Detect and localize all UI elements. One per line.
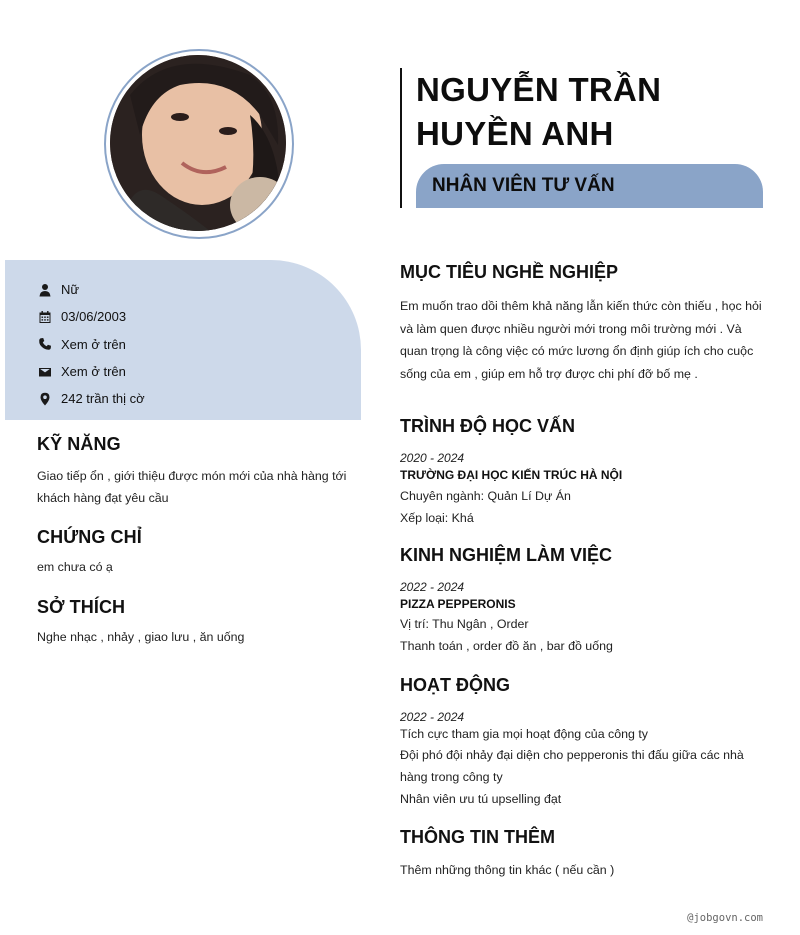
contact-gender-value: Nữ [61,282,80,298]
contact-birthday [38,303,145,330]
additional-section [400,827,770,881]
contact-address-value: 242 trần thị cờ [61,391,145,407]
education-major: Chuyên ngành: Quản Lí Dự Án [400,489,571,503]
contact-email-value: Xem ở trên [61,364,126,380]
position-badge [416,164,763,208]
phone-icon [38,337,52,351]
contact-phone [38,331,145,358]
certificates-section [37,527,347,578]
contact-birthday-value: 03/06/2003 [61,309,127,325]
certificates-text: em chưa có ạ [37,560,113,574]
hobbies-section [37,597,347,648]
name-accent-bar [400,68,402,208]
activities-line-3: Nhân viên ưu tú upselling đạt [400,792,562,806]
hobbies-text: Nghe nhạc , nhảy , giao lưu , ăn uống [37,630,245,644]
contact-email [38,358,145,385]
contact-list [38,276,145,412]
avatar-photo [110,55,286,231]
activities-section [400,675,770,810]
contact-gender [38,276,145,303]
hobbies-title: SỞ THÍCH [37,597,126,617]
contact-phone-value: Xem ở trên [61,336,126,352]
certificates-title: CHỨNG CHỈ [37,527,142,547]
education-period: 2020 - 2024 [400,451,465,465]
watermark: @jobgovn.com [687,912,763,924]
skills-title: KỸ NĂNG [37,434,121,454]
activities-line-1: Tích cực tham gia mọi hoạt động của công ty [400,727,648,741]
experience-period: 2022 - 2024 [400,580,465,594]
education-title: TRÌNH ĐỘ HỌC VẤN [400,416,575,436]
person-icon [38,283,52,297]
activities-line-2: Đội phó đội nhảy đại diện cho pepperonis thi đấu giữa các nhà hàng trong công ty [400,748,744,784]
avatar [110,55,286,231]
education-section [400,416,770,529]
additional-title: THÔNG TIN THÊM [400,827,555,847]
education-school: TRƯỜNG ĐẠI HỌC KIẾN TRÚC HÀ NỘI [400,468,623,482]
experience-company: PIZZA PEPPERONIS [400,597,516,611]
objective-section [400,262,765,385]
experience-duties: Thanh toán , order đồ ăn , bar đồ uống [400,639,613,653]
experience-section [400,545,770,657]
additional-text: Thêm những thông tin khác ( nếu cần ) [400,863,615,877]
objective-text: Em muốn trao dồi thêm khả năng lẫn kiến thức còn thiếu , học hỏi và làm quen được nhiều người mới trong môi trường mới . Và quan trọng là công việc có mức lương ổn định giúp ích cho cuộc sống của em , giúp em hỗ trợ được chi phí đỡ bố mẹ . [400,299,762,381]
mail-icon [38,365,52,379]
education-grade: Xếp loại: Khá [400,511,474,525]
skills-text: Giao tiếp ổn , giới thiệu được món mới của nhà hàng tới khách hàng đạt yêu cầu [37,469,347,505]
calendar-icon [38,310,52,324]
activities-period: 2022 - 2024 [400,710,465,724]
objective-title: MỤC TIÊU NGHỀ NGHIỆP [400,262,619,282]
experience-role: Vị trí: Thu Ngân , Order [400,617,529,631]
contact-address [38,385,145,412]
position-title: NHÂN VIÊN TƯ VẤN [432,175,615,196]
skills-section [37,434,347,509]
location-pin-icon [38,392,52,406]
experience-title: KINH NGHIỆM LÀM VIỆC [400,545,613,565]
activities-title: HOẠT ĐỘNG [400,675,510,695]
candidate-name: NGUYỄN TRẦN HUYỀN ANH [416,71,662,152]
